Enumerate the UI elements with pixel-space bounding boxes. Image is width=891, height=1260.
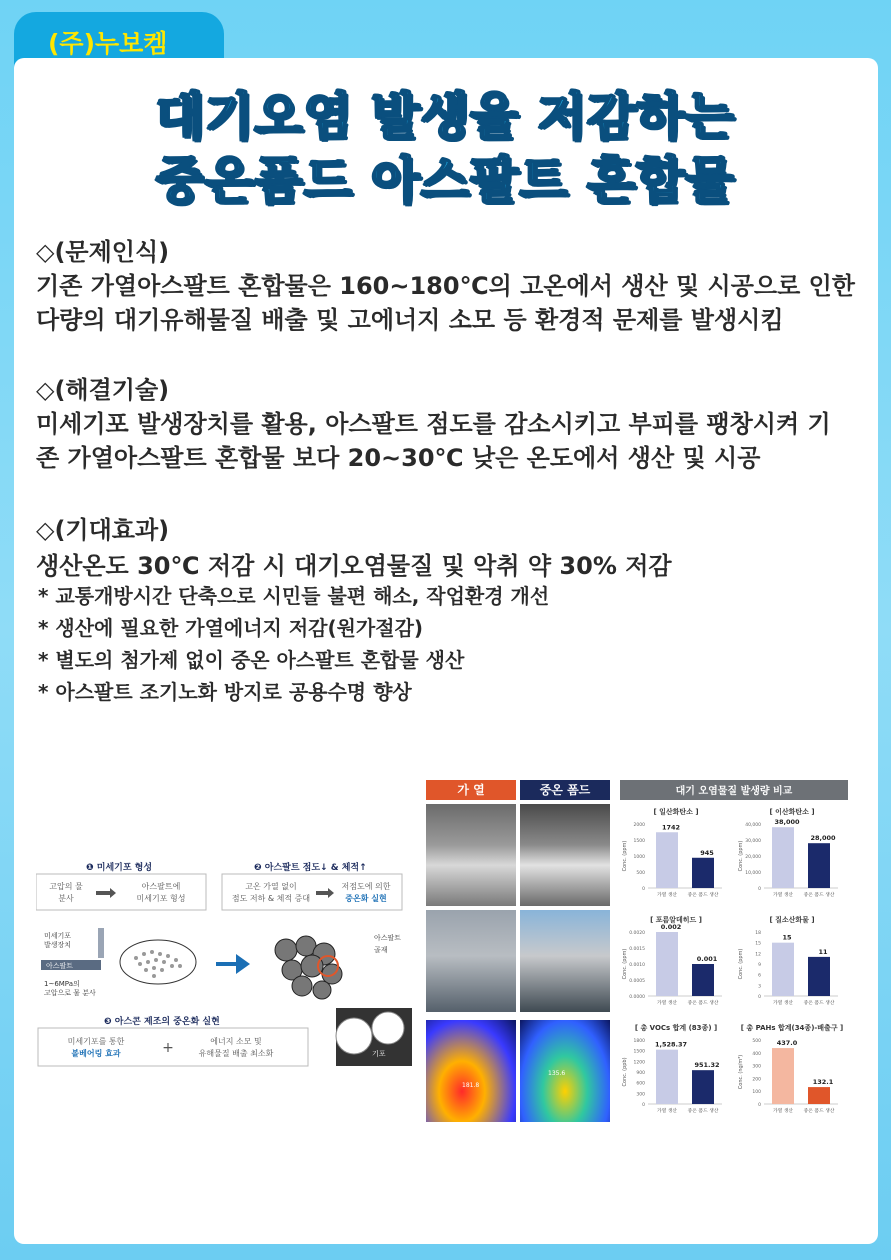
asphalt-tag: 아스팔트 bbox=[374, 934, 402, 942]
chart-tick-label: 1000 bbox=[633, 855, 645, 860]
effect-main: 생산온도 30℃ 저감 시 대기오염물질 및 악취 약 30% 저감 bbox=[36, 552, 672, 580]
company-name: (주)누보켐 bbox=[48, 29, 168, 58]
truck-hot-photo bbox=[426, 804, 516, 906]
chart-ylabel: Conc. (ppm) bbox=[622, 948, 628, 980]
chart-tick-label: 3 bbox=[758, 984, 761, 990]
chart-tick-label: 0.0000 bbox=[629, 995, 645, 1000]
step1-b2: 미세기포 형성 bbox=[136, 894, 186, 903]
chart-bar bbox=[808, 957, 830, 996]
step2-b: 저점도에 의한 bbox=[341, 882, 391, 891]
chart-category-label: 가열 생산 bbox=[656, 1001, 678, 1006]
chart-tick-label: 0 bbox=[758, 995, 761, 1000]
zoom-inset-circle bbox=[372, 1012, 404, 1044]
chart-category-label: 중온 폼드 생산 bbox=[687, 1109, 719, 1114]
chart-category-label: 중온 폼드 생산 bbox=[803, 893, 835, 898]
chart-tick-label: 6 bbox=[758, 973, 761, 979]
chart-tick-label: 0.0015 bbox=[629, 947, 645, 952]
effect-bullet: * 생산에 필요한 가열에너지 저감(원가절감) bbox=[38, 616, 424, 640]
chart-ylabel: Conc. (ppb) bbox=[622, 1057, 628, 1087]
chart-bar bbox=[808, 843, 830, 888]
chart-category-label: 중온 폼드 생산 bbox=[687, 1001, 719, 1006]
device-nozzle-icon bbox=[98, 928, 104, 958]
charts-svg bbox=[620, 780, 848, 1128]
effect-bullet: * 별도의 첨가제 없이 중온 아스팔트 혼합물 생산 bbox=[38, 648, 465, 672]
step3-b: 에너지 소모 및 bbox=[210, 1037, 262, 1046]
chart-tick-label: 12 bbox=[755, 952, 761, 958]
thermal-hot-photo bbox=[426, 1020, 516, 1122]
step2-a2: 점도 저하 & 체적 증대 bbox=[231, 894, 311, 903]
paving-warm-photo bbox=[520, 910, 610, 1012]
chart-value-label: 132.1 bbox=[812, 1078, 834, 1087]
paving-hot-photo bbox=[426, 910, 516, 1012]
chart-value-label: 945 bbox=[700, 848, 714, 857]
chart-bar bbox=[656, 832, 678, 888]
chart-tick-label: 10,000 bbox=[745, 871, 761, 876]
chart-tick-label: 15 bbox=[755, 941, 761, 947]
chart-value-label: 951.32 bbox=[694, 1061, 720, 1070]
chart-tick-label: 1800 bbox=[633, 1039, 645, 1044]
chart-tick-label: 1500 bbox=[633, 839, 645, 844]
chart-value-label: 437.0 bbox=[776, 1039, 798, 1048]
bubble-cloud bbox=[120, 940, 196, 984]
problem-line2: 다량의 대기유해물질 배출 및 고에너지 소모 등 환경적 문제를 발생시킴 bbox=[36, 306, 784, 334]
chart-category-label: 중온 폼드 생산 bbox=[803, 1109, 835, 1114]
step2-title: ❷ 아스팔트 점도↓ & 체적↑ bbox=[254, 863, 367, 873]
thermal-warm-value: 135.6 bbox=[548, 1070, 566, 1077]
chart-tick-label: 300 bbox=[752, 1064, 761, 1070]
effect-bullet: * 아스팔트 조기노화 방지로 공용수명 향상 bbox=[38, 680, 412, 704]
chart-bar bbox=[692, 858, 714, 888]
chart-tick-label: 200 bbox=[752, 1077, 761, 1083]
step3-title: ❸ 아스콘 제조의 중온화 실현 bbox=[104, 1017, 220, 1027]
chart-title: [ 총 PAHs 합계(34종)-배출구 ] bbox=[740, 1024, 844, 1032]
chart-tick-label: 1200 bbox=[633, 1060, 645, 1066]
chart-title: [ 질소산화물 ] bbox=[769, 916, 815, 924]
chart-value-label: 0.002 bbox=[660, 923, 682, 931]
charts-header: 대기 오염물질 발생량 비교 bbox=[675, 786, 793, 797]
chart-tick-label: 0.0010 bbox=[629, 963, 645, 968]
chart-value-label: 15 bbox=[782, 933, 792, 942]
photo-grid bbox=[426, 780, 612, 1125]
chart-category-label: 가열 생산 bbox=[772, 1001, 794, 1006]
device-label2: 발생장치 bbox=[44, 941, 72, 949]
plus-icon: + bbox=[162, 1040, 174, 1056]
chart-tick-label: 500 bbox=[752, 1039, 761, 1044]
chart-category-label: 가열 생산 bbox=[656, 893, 678, 898]
aggregate-cluster bbox=[275, 936, 342, 999]
chart-value-label: 38,000 bbox=[774, 818, 800, 827]
solution-line1: 미세기포 발생장치를 활용, 아스팔트 점도를 감소시키고 부피를 팽창시켜 기 bbox=[36, 410, 831, 438]
chart-tick-label: 1500 bbox=[633, 1049, 645, 1055]
chart-category-label: 가열 생산 bbox=[772, 893, 794, 898]
step1-a2: 분사 bbox=[58, 894, 74, 903]
chart-value-label: 1,528.37 bbox=[654, 1040, 688, 1049]
chart-bar bbox=[656, 1050, 678, 1104]
chart-tick-label: 0.0005 bbox=[629, 979, 645, 984]
step1-box bbox=[36, 874, 206, 910]
chart-ylabel: Conc. (ppm) bbox=[738, 948, 744, 980]
asphalt-label: 아스팔트 bbox=[46, 962, 74, 970]
hot-header: 가 열 bbox=[426, 780, 516, 800]
chart-bar bbox=[656, 932, 678, 996]
chart-tick-label: 9 bbox=[758, 963, 761, 968]
chart-category-label: 중온 폼드 생산 bbox=[687, 893, 719, 898]
chart-tick-label: 2000 bbox=[633, 823, 645, 828]
effect-heading: ◇(기대효과) bbox=[36, 516, 170, 544]
chart-ylabel: Conc. (ng/m³) bbox=[738, 1054, 744, 1090]
chart-ylabel: Conc. (ppm) bbox=[622, 840, 628, 872]
chart-tick-label: 900 bbox=[636, 1071, 645, 1076]
chart-tick-label: 30,000 bbox=[745, 839, 761, 844]
chart-tick-label: 0 bbox=[642, 887, 645, 892]
solution-line2: 존 가열아스팔트 혼합물 보다 20~30℃ 낮은 온도에서 생산 및 시공 bbox=[36, 444, 761, 472]
truck-warm-photo bbox=[520, 804, 610, 906]
thermal-hot-value: 181.8 bbox=[462, 1082, 480, 1089]
emission-charts bbox=[620, 780, 848, 1128]
process-diagram bbox=[36, 858, 416, 1068]
step3-a2: 볼베어링 효과 bbox=[71, 1049, 121, 1058]
step1-title: ❶ 미세기포 형성 bbox=[86, 863, 153, 873]
chart-title: [ 포름알데히드 ] bbox=[650, 916, 702, 924]
bubble-tag: 기포 bbox=[372, 1050, 386, 1058]
thermal-warm-photo bbox=[520, 1020, 610, 1122]
chart-tick-label: 18 bbox=[755, 931, 761, 936]
chart-category-label: 가열 생산 bbox=[656, 1109, 678, 1114]
big-arrow-icon bbox=[216, 954, 250, 974]
chart-tick-label: 0.0020 bbox=[629, 931, 645, 936]
chart-tick-label: 0 bbox=[642, 1103, 645, 1108]
step1-arrow-icon bbox=[96, 888, 116, 898]
step2-arrow-icon bbox=[316, 888, 334, 898]
solution-heading: ◇(해결기술) bbox=[36, 376, 170, 404]
device-label1: 미세기포 bbox=[44, 932, 72, 940]
chart-bar bbox=[692, 964, 714, 996]
step2-a: 고온 가열 없이 bbox=[245, 882, 297, 891]
chart-bar bbox=[808, 1087, 830, 1104]
pressure-label1: 1~6MPa의 bbox=[44, 980, 80, 988]
chart-tick-label: 500 bbox=[636, 871, 645, 876]
chart-tick-label: 20,000 bbox=[745, 855, 761, 860]
chart-category-label: 중온 폼드 생산 bbox=[803, 1001, 835, 1006]
chart-bar bbox=[772, 943, 794, 996]
chart-category-label: 가열 생산 bbox=[772, 1109, 794, 1114]
chart-tick-label: 0 bbox=[758, 1103, 761, 1108]
zoom-inset-circle bbox=[336, 1018, 372, 1054]
chart-bar bbox=[772, 1048, 794, 1104]
page-title-line1: 대기오염 발생을 저감하는 bbox=[155, 87, 736, 145]
chart-title: [ 일산화탄소 ] bbox=[653, 808, 699, 816]
step3-a: 미세기포를 통한 bbox=[67, 1037, 125, 1046]
problem-line1: 기존 가열아스팔트 혼합물은 160~180℃의 고온에서 생산 및 시공으로 인한 bbox=[36, 272, 855, 300]
chart-bar bbox=[772, 827, 794, 888]
chart-ylabel: Conc. (ppm) bbox=[738, 840, 744, 872]
pressure-label2: 고압으로 물 분사 bbox=[44, 989, 96, 997]
chart-title: [ 이산화탄소 ] bbox=[769, 808, 815, 816]
problem-heading: ◇(문제인식) bbox=[36, 238, 170, 266]
warm-header: 중온 폼드 bbox=[520, 780, 610, 800]
chart-value-label: 0.001 bbox=[696, 955, 718, 963]
step2-b2: 중온화 실현 bbox=[345, 894, 387, 903]
step1-b: 아스팔트에 bbox=[141, 882, 181, 891]
chart-tick-label: 400 bbox=[752, 1051, 761, 1057]
chart-tick-label: 0 bbox=[758, 887, 761, 892]
chart-bar bbox=[692, 1070, 714, 1104]
effect-bullet: * 교통개방시간 단축으로 시민들 불편 해소, 작업환경 개선 bbox=[38, 584, 550, 608]
aggregate-tag: 골재 bbox=[374, 946, 388, 954]
step3-b2: 유해물질 배출 최소화 bbox=[198, 1049, 274, 1058]
chart-value-label: 11 bbox=[818, 947, 828, 956]
chart-title: [ 총 VOCs 합계 (83종) ] bbox=[634, 1024, 718, 1032]
step1-a: 고압의 물 bbox=[49, 882, 83, 891]
page-title-line2: 중온폼드 아스팔트 혼합물 bbox=[155, 151, 736, 209]
chart-tick-label: 40,000 bbox=[745, 823, 761, 828]
chart-tick-label: 100 bbox=[752, 1090, 761, 1096]
chart-tick-label: 300 bbox=[636, 1092, 645, 1098]
bubbles bbox=[134, 950, 182, 978]
step2-box bbox=[222, 874, 402, 910]
chart-value-label: 28,000 bbox=[810, 834, 836, 843]
chart-tick-label: 600 bbox=[636, 1081, 645, 1087]
chart-value-label: 1742 bbox=[661, 823, 681, 832]
